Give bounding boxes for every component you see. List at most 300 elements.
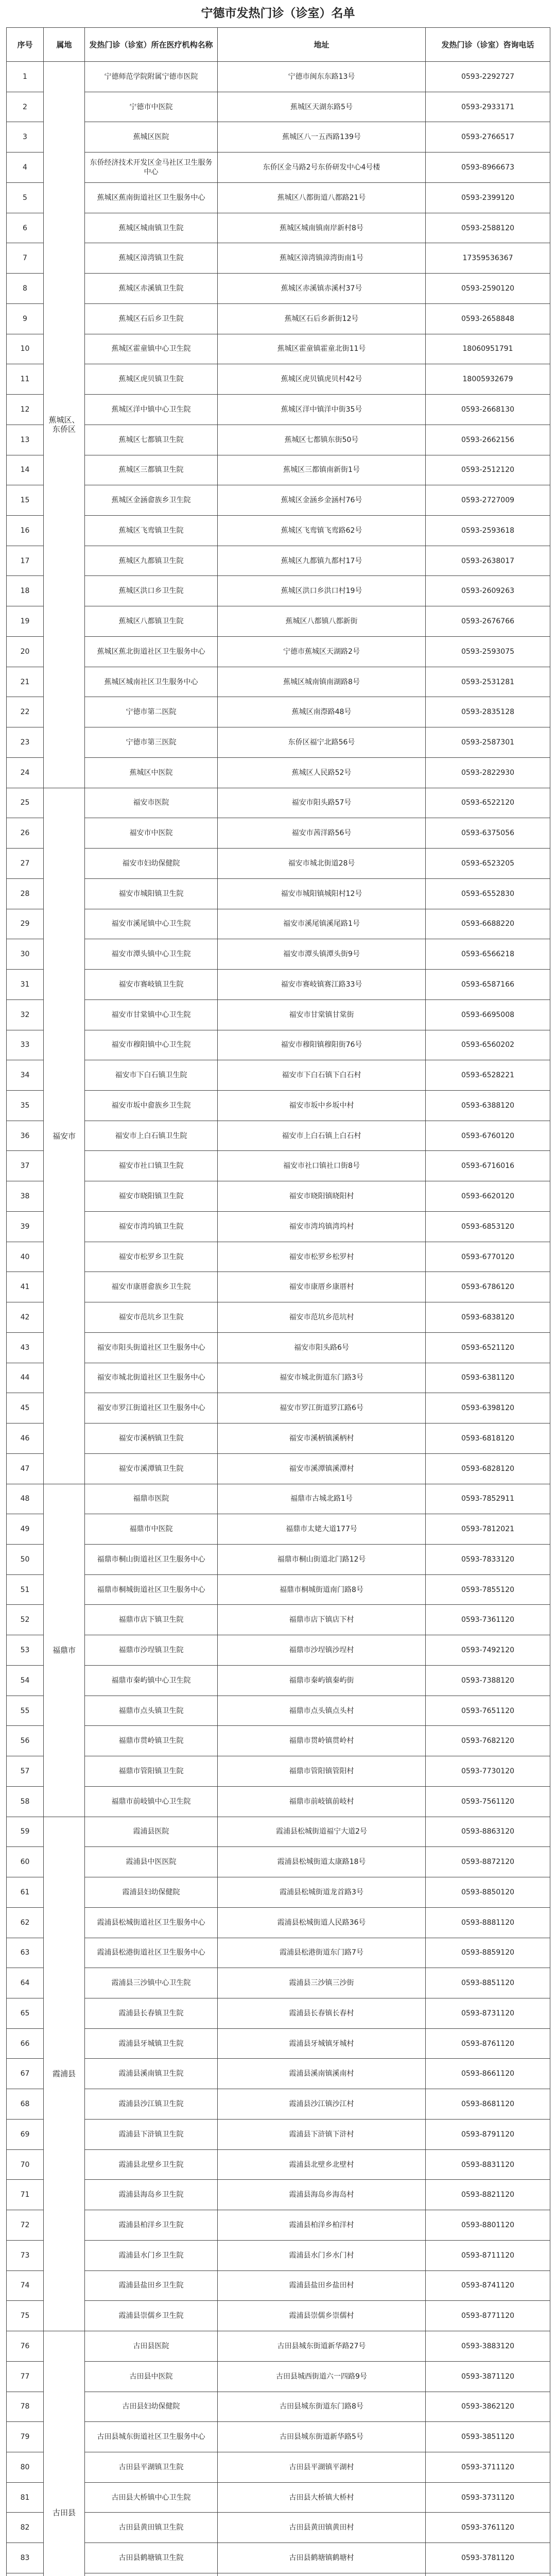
table-row bbox=[7, 667, 550, 697]
row-number: 1 bbox=[7, 62, 44, 92]
institution-name: 福安市溪尾镇中心卫生院 bbox=[85, 909, 218, 939]
institution-address: 福安市溪尾镇溪尾路1号 bbox=[218, 909, 426, 939]
row-number bbox=[7, 2573, 44, 2576]
row-number: 70 bbox=[7, 2149, 44, 2180]
institution-name: 蕉城区医院 bbox=[85, 122, 218, 152]
institution-address: 福鼎市管阳镇管阳村 bbox=[218, 1756, 426, 1787]
institution-address: 蕉城区洋中镇洋中街35号 bbox=[218, 395, 426, 425]
institution-phone: 0593-8741120 bbox=[426, 2270, 550, 2301]
institution-address: 福鼎市沙埕镇沙埕村 bbox=[218, 1635, 426, 1666]
institution-name: 福鼎市秦屿镇中心卫生院 bbox=[85, 1665, 218, 1696]
institution-address: 霞浦县北壁乡北壁村 bbox=[218, 2149, 426, 2180]
institution-name: 古田县城东街道社区卫生服务中心 bbox=[85, 2422, 218, 2452]
table-row bbox=[7, 1574, 550, 1605]
institution-phone: 0593-3731120 bbox=[426, 2482, 550, 2513]
institution-name: 蕉城区蕉北街道社区卫生服务中心 bbox=[85, 636, 218, 667]
institution-name: 福安市松罗乡卫生院 bbox=[85, 1242, 218, 1272]
institution-phone: 0593-2593618 bbox=[426, 516, 550, 546]
institution-address: 福安市社口镇社口街8号 bbox=[218, 1151, 426, 1181]
institution-address: 福安市坂中乡坂中村 bbox=[218, 1090, 426, 1121]
table-row bbox=[7, 2331, 550, 2362]
table-row bbox=[7, 485, 550, 516]
table-row bbox=[7, 1514, 550, 1545]
table-row bbox=[7, 849, 550, 879]
institution-address: 福安市城北街道28号 bbox=[218, 849, 426, 879]
institution-phone: 0593-8711120 bbox=[426, 2240, 550, 2270]
table-row bbox=[7, 455, 550, 485]
institution-name: 福鼎市沙埕镇卫生院 bbox=[85, 1635, 218, 1666]
row-number: 9 bbox=[7, 303, 44, 334]
institution-phone: 0593-6522120 bbox=[426, 788, 550, 818]
row-number: 35 bbox=[7, 1090, 44, 1121]
table-row bbox=[7, 1847, 550, 1877]
institution-address: 霞浦县松城街道福宁大道2号 bbox=[218, 1817, 426, 1847]
row-number: 22 bbox=[7, 697, 44, 727]
institution-address: 古田县城东街道东门路8号 bbox=[218, 2392, 426, 2422]
row-number: 36 bbox=[7, 1121, 44, 1151]
institution-phone: 0593-8831120 bbox=[426, 2149, 550, 2180]
institution-address: 霞浦县下浒镇下浒村 bbox=[218, 2119, 426, 2149]
table-row bbox=[7, 2392, 550, 2422]
row-number: 54 bbox=[7, 1665, 44, 1696]
institution-phone: 0593-6760120 bbox=[426, 1121, 550, 1151]
institution-name: 蕉城区飞鸾镇卫生院 bbox=[85, 516, 218, 546]
row-number: 24 bbox=[7, 757, 44, 788]
institution-address: 蕉城区八一五西路139号 bbox=[218, 122, 426, 152]
institution-name: 霞浦县松城街道社区卫生服务中心 bbox=[85, 1907, 218, 1938]
institution-phone: 17359536367 bbox=[426, 243, 550, 274]
table-row bbox=[7, 2270, 550, 2301]
institution-name: 古田县中医院 bbox=[85, 2361, 218, 2392]
table-row bbox=[7, 1302, 550, 1333]
table-row bbox=[7, 1605, 550, 1635]
institution-phone: 0593-2638017 bbox=[426, 546, 550, 576]
institution-address: 古田县城东街道新华路5号 bbox=[218, 2422, 426, 2452]
table-row bbox=[7, 878, 550, 909]
institution-name: 福安市赛岐镇卫生院 bbox=[85, 970, 218, 1000]
institution-address: 霞浦县海岛乡海岛村 bbox=[218, 2180, 426, 2210]
institution-phone: 0593-7852911 bbox=[426, 1484, 550, 1514]
row-number: 32 bbox=[7, 999, 44, 1030]
page-title: 宁德市发热门诊（诊室）名单 bbox=[201, 7, 355, 20]
institution-name: 蕉城区洪口乡卫生院 bbox=[85, 576, 218, 606]
table-row bbox=[7, 1635, 550, 1666]
row-number: 49 bbox=[7, 1514, 44, 1545]
institution-phone: 0593-8863120 bbox=[426, 1817, 550, 1847]
institution-name: 福安市康厝畲族乡卫生院 bbox=[85, 1272, 218, 1302]
row-number: 40 bbox=[7, 1242, 44, 1272]
header-no: 序号 bbox=[7, 28, 44, 62]
table-row bbox=[7, 1938, 550, 1968]
institution-address: 霞浦县松城街道人民路36号 bbox=[218, 1907, 426, 1938]
table-row bbox=[7, 334, 550, 364]
institution-phone: 0593-6695008 bbox=[426, 999, 550, 1030]
institution-name: 蕉城区霍童镇中心卫生院 bbox=[85, 334, 218, 364]
table-row bbox=[7, 1272, 550, 1302]
institution-name: 蕉城区虎贝镇卫生院 bbox=[85, 364, 218, 395]
row-number: 11 bbox=[7, 364, 44, 395]
row-number: 15 bbox=[7, 485, 44, 516]
institution-phone: 0593-3761120 bbox=[426, 2513, 550, 2543]
institution-address: 福安市城北街道东门路3号 bbox=[218, 1363, 426, 1393]
row-number: 73 bbox=[7, 2240, 44, 2270]
institution-name: 宁德市第二医院 bbox=[85, 697, 218, 727]
table-row bbox=[7, 303, 550, 334]
institution-name: 霞浦县盐田乡卫生院 bbox=[85, 2270, 218, 2301]
institution-address: 福鼎市贯岭镇贯岭村 bbox=[218, 1726, 426, 1756]
institution-address: 东侨区福宁北路56号 bbox=[218, 727, 426, 758]
row-number: 67 bbox=[7, 2059, 44, 2089]
table-row bbox=[7, 1544, 550, 1574]
institution-name: 福鼎市桐城街道社区卫生服务中心 bbox=[85, 1574, 218, 1605]
table-row bbox=[7, 1121, 550, 1151]
row-number: 18 bbox=[7, 576, 44, 606]
row-number: 77 bbox=[7, 2361, 44, 2392]
row-number: 78 bbox=[7, 2392, 44, 2422]
institution-name: 福安市范坑乡卫生院 bbox=[85, 1302, 218, 1333]
institution-phone: 0593-6521120 bbox=[426, 1332, 550, 1363]
institution-name: 蕉城区城南社区卫生服务中心 bbox=[85, 667, 218, 697]
institution-address: 蕉城区三都镇南新街1号 bbox=[218, 455, 426, 485]
institution-name: 蕉城区蕉南街道社区卫生服务中心 bbox=[85, 182, 218, 213]
institution-phone: 0593-8859120 bbox=[426, 1938, 550, 1968]
row-number: 68 bbox=[7, 2089, 44, 2120]
table-row bbox=[7, 2301, 550, 2331]
institution-phone: 0593-8791120 bbox=[426, 2119, 550, 2149]
table-row bbox=[7, 1423, 550, 1454]
table-row bbox=[7, 2452, 550, 2483]
table-row bbox=[7, 1998, 550, 2029]
institution-address: 蕉城区飞鸾镇飞鸾路62号 bbox=[218, 516, 426, 546]
row-number: 20 bbox=[7, 636, 44, 667]
institution-phone: 0593-8771120 bbox=[426, 2301, 550, 2331]
institution-name: 霞浦县松港街道社区卫生服务中心 bbox=[85, 1938, 218, 1968]
institution-phone: 0593-7682120 bbox=[426, 1726, 550, 1756]
institution-address: 福安市下白石镇下白石村 bbox=[218, 1060, 426, 1091]
institution-address: 福安市罗江街道罗江路6号 bbox=[218, 1393, 426, 1423]
institution-phone: 0593-6770120 bbox=[426, 1242, 550, 1272]
institution-name: 福鼎市前岐镇中心卫生院 bbox=[85, 1786, 218, 1817]
institution-phone: 0593-8851120 bbox=[426, 1968, 550, 1998]
table-row bbox=[7, 2240, 550, 2270]
institution-name: 霞浦县溪南镇卫生院 bbox=[85, 2059, 218, 2089]
institution-name: 福安市社口镇卫生院 bbox=[85, 1151, 218, 1181]
institution-name: 蕉城区三都镇卫生院 bbox=[85, 455, 218, 485]
table-row bbox=[7, 1151, 550, 1181]
institution-address: 霞浦县沙江镇沙江村 bbox=[218, 2089, 426, 2120]
institution-phone: 0593-8761120 bbox=[426, 2028, 550, 2059]
institution-phone: 0593-6828120 bbox=[426, 1453, 550, 1484]
institution-name: 福鼎市桐山街道社区卫生服务中心 bbox=[85, 1544, 218, 1574]
district-cell: 霞浦县 bbox=[44, 1817, 85, 2331]
table-row bbox=[7, 818, 550, 849]
table-row bbox=[7, 1696, 550, 1726]
row-number: 79 bbox=[7, 2422, 44, 2452]
row-number: 44 bbox=[7, 1363, 44, 1393]
table-row bbox=[7, 213, 550, 243]
row-number: 37 bbox=[7, 1151, 44, 1181]
institution-phone: 0593-7388120 bbox=[426, 1665, 550, 1696]
institution-name: 蕉城区中医院 bbox=[85, 757, 218, 788]
institution-name: 霞浦县崇儒乡卫生院 bbox=[85, 2301, 218, 2331]
institution-name: 福安市中医院 bbox=[85, 818, 218, 849]
institution-address: 福鼎市点头镇点头村 bbox=[218, 1696, 426, 1726]
institution-phone: 0593-3883120 bbox=[426, 2331, 550, 2362]
institution-address: 蕉城区南漈路48号 bbox=[218, 697, 426, 727]
row-number: 47 bbox=[7, 1453, 44, 1484]
institution-address: 蕉城区八都街道八都路21号 bbox=[218, 182, 426, 213]
table-row bbox=[7, 1665, 550, 1696]
institution-name: 蕉城区城南镇卫生院 bbox=[85, 213, 218, 243]
district-cell: 福安市 bbox=[44, 788, 85, 1484]
institution-address: 宁德市蕉城区天湖路2号 bbox=[218, 636, 426, 667]
row-number: 5 bbox=[7, 182, 44, 213]
row-number: 31 bbox=[7, 970, 44, 1000]
institution-phone: 0593-2531281 bbox=[426, 667, 550, 697]
institution-address: 福安市松罗乡松罗村 bbox=[218, 1242, 426, 1272]
table-row bbox=[7, 2482, 550, 2513]
institution-name: 霞浦县沙江镇卫生院 bbox=[85, 2089, 218, 2120]
institution-phone: 0593-3711120 bbox=[426, 2452, 550, 2483]
institution-phone: 0593-7492120 bbox=[426, 1635, 550, 1666]
institution-phone: 0593-3862120 bbox=[426, 2392, 550, 2422]
table-row bbox=[7, 2361, 550, 2392]
institution-address: 霞浦县三沙镇三沙街 bbox=[218, 1968, 426, 1998]
row-number: 23 bbox=[7, 727, 44, 758]
row-number: 14 bbox=[7, 455, 44, 485]
table-row bbox=[7, 1060, 550, 1091]
row-number: 58 bbox=[7, 1786, 44, 1817]
row-number: 7 bbox=[7, 243, 44, 274]
institution-name: 蕉城区赤溪镇卫生院 bbox=[85, 274, 218, 304]
institution-address: 福安市溪柄镇溪柄村 bbox=[218, 1423, 426, 1454]
institution-address: 福安市范坑乡范坑村 bbox=[218, 1302, 426, 1333]
district-cell: 蕉城区、东侨区 bbox=[44, 62, 85, 788]
institution-name: 蕉城区金涵畲族乡卫生院 bbox=[85, 485, 218, 516]
institution-address: 蕉城区人民路52号 bbox=[218, 757, 426, 788]
header-address: 地址 bbox=[218, 28, 426, 62]
table-row bbox=[7, 1030, 550, 1060]
institution-address: 古田县大桥镇大桥村 bbox=[218, 2482, 426, 2513]
table-row bbox=[7, 2028, 550, 2059]
institution-name: 宁德市第三医院 bbox=[85, 727, 218, 758]
institution-phone: 0593-7651120 bbox=[426, 1696, 550, 1726]
row-number: 48 bbox=[7, 1484, 44, 1514]
row-number: 60 bbox=[7, 1847, 44, 1877]
institution-name: 福安市上白石镇卫生院 bbox=[85, 1121, 218, 1151]
institution-address: 霞浦县崇儒乡崇儒村 bbox=[218, 2301, 426, 2331]
institution-name: 古田县妇幼保健院 bbox=[85, 2392, 218, 2422]
row-number: 53 bbox=[7, 1635, 44, 1666]
institution-name: 福安市城北街道社区卫生服务中心 bbox=[85, 1363, 218, 1393]
institution-name: 福安市潭头镇中心卫生院 bbox=[85, 939, 218, 970]
row-number: 62 bbox=[7, 1907, 44, 1938]
institution-name: 福安市罗江街道社区卫生服务中心 bbox=[85, 1393, 218, 1423]
institution-address: 霞浦县松城街道太康路18号 bbox=[218, 1847, 426, 1877]
institution-address: 霞浦县长春镇长春村 bbox=[218, 1998, 426, 2029]
table-row bbox=[7, 1968, 550, 1998]
institution-name: 福鼎市医院 bbox=[85, 1484, 218, 1514]
institution-name: 霞浦县中医医院 bbox=[85, 1847, 218, 1877]
institution-phone: 0593-6552830 bbox=[426, 878, 550, 909]
row-number: 29 bbox=[7, 909, 44, 939]
institution-name: 霞浦县医院 bbox=[85, 1817, 218, 1847]
institution-address: 蕉城区天湖东路5号 bbox=[218, 92, 426, 122]
row-number: 19 bbox=[7, 606, 44, 637]
institution-name: 霞浦县三沙镇中心卫生院 bbox=[85, 1968, 218, 1998]
institution-address: 福安市城阳镇城阳村12号 bbox=[218, 878, 426, 909]
institution-phone: 0593-2399120 bbox=[426, 182, 550, 213]
institution-phone: 0593-6818120 bbox=[426, 1423, 550, 1454]
row-number: 51 bbox=[7, 1574, 44, 1605]
table-row bbox=[7, 757, 550, 788]
table-row bbox=[7, 1090, 550, 1121]
institution-address: 福安市上白石镇上白石村 bbox=[218, 1121, 426, 1151]
row-number: 56 bbox=[7, 1726, 44, 1756]
institution-phone: 0593-6523205 bbox=[426, 849, 550, 879]
institution-address: 福安市阳头路57号 bbox=[218, 788, 426, 818]
table-row bbox=[7, 92, 550, 122]
table-row bbox=[7, 606, 550, 637]
institution-phone: 0593-8850120 bbox=[426, 1877, 550, 1908]
institution-name: 福鼎市贯岭镇卫生院 bbox=[85, 1726, 218, 1756]
institution-name: 霞浦县下浒镇卫生院 bbox=[85, 2119, 218, 2149]
row-number: 10 bbox=[7, 334, 44, 364]
institution-phone: 0593-2587301 bbox=[426, 727, 550, 758]
row-number: 25 bbox=[7, 788, 44, 818]
institution-address: 古田县城东街道新华路27号 bbox=[218, 2331, 426, 2362]
institution-address: 福安市康厝乡康厝村 bbox=[218, 1272, 426, 1302]
table-row bbox=[7, 516, 550, 546]
institution-address: 福鼎市店下镇店下村 bbox=[218, 1605, 426, 1635]
row-number: 39 bbox=[7, 1211, 44, 1242]
table-row bbox=[7, 697, 550, 727]
institution-address: 蕉城区七都镇东街50号 bbox=[218, 425, 426, 455]
institution-address: 蕉城区城南镇南岸新村8号 bbox=[218, 213, 426, 243]
institution-name: 霞浦县水门乡卫生院 bbox=[85, 2240, 218, 2270]
institution-phone: 0593-7812021 bbox=[426, 1514, 550, 1545]
institution-address: 福安市阳头路6号 bbox=[218, 1332, 426, 1363]
institution-phone: 0593-7730120 bbox=[426, 1756, 550, 1787]
institution-address: 福安市溪潭镇溪潭村 bbox=[218, 1453, 426, 1484]
institution-name: 蕉城区洋中镇中心卫生院 bbox=[85, 395, 218, 425]
row-number: 72 bbox=[7, 2210, 44, 2241]
institution-address: 古田县平湖镇平湖村 bbox=[218, 2452, 426, 2483]
row-number: 41 bbox=[7, 1272, 44, 1302]
institution-address: 蕉城区霍童镇霍童北街11号 bbox=[218, 334, 426, 364]
row-number: 17 bbox=[7, 546, 44, 576]
table-row bbox=[7, 727, 550, 758]
row-number: 43 bbox=[7, 1332, 44, 1363]
institution-phone: 0593-8872120 bbox=[426, 1847, 550, 1877]
row-number: 83 bbox=[7, 2543, 44, 2573]
institution-phone: 0593-7833120 bbox=[426, 1544, 550, 1574]
institution-phone bbox=[426, 2573, 550, 2576]
table-row bbox=[7, 1393, 550, 1423]
institution-name: 古田县医院 bbox=[85, 2331, 218, 2362]
institution-address: 福安市潭头镇潭头街9号 bbox=[218, 939, 426, 970]
institution-name: 霞浦县柏洋乡卫生院 bbox=[85, 2210, 218, 2241]
table-row bbox=[7, 364, 550, 395]
institution-phone: 0593-6853120 bbox=[426, 1211, 550, 1242]
table-row bbox=[7, 2059, 550, 2089]
institution-phone: 0593-7561120 bbox=[426, 1786, 550, 1817]
institution-phone: 0593-6560202 bbox=[426, 1030, 550, 1060]
institution-name: 福安市阳头街道社区卫生服务中心 bbox=[85, 1332, 218, 1363]
row-number: 6 bbox=[7, 213, 44, 243]
institution-address: 东侨区金马路2号东侨研发中心4号楼 bbox=[218, 152, 426, 183]
row-number: 63 bbox=[7, 1938, 44, 1968]
institution-phone: 0593-6388120 bbox=[426, 1090, 550, 1121]
institution-phone: 0593-2512120 bbox=[426, 455, 550, 485]
table-row bbox=[7, 1877, 550, 1908]
institution-address: 蕉城区城南镇南湖路8号 bbox=[218, 667, 426, 697]
row-number: 8 bbox=[7, 274, 44, 304]
table-row bbox=[7, 2513, 550, 2543]
institution-phone: 0593-8731120 bbox=[426, 1998, 550, 2029]
institution-phone: 0593-6375056 bbox=[426, 818, 550, 849]
table-row bbox=[7, 1756, 550, 1787]
institution-phone: 0593-2590120 bbox=[426, 274, 550, 304]
table-row bbox=[7, 1181, 550, 1212]
institution-address: 福安市甘棠镇甘棠街 bbox=[218, 999, 426, 1030]
institution-phone: 0593-7361120 bbox=[426, 1605, 550, 1635]
row-number: 26 bbox=[7, 818, 44, 849]
institution-address: 古田县鹤塘镇鹤塘村 bbox=[218, 2543, 426, 2573]
institution-name: 霞浦县长春镇卫生院 bbox=[85, 1998, 218, 2029]
table-row bbox=[7, 425, 550, 455]
table-row bbox=[7, 1211, 550, 1242]
institution-name: 福鼎市店下镇卫生院 bbox=[85, 1605, 218, 1635]
table-row bbox=[7, 2422, 550, 2452]
institution-phone: 0593-3851120 bbox=[426, 2422, 550, 2452]
row-number: 4 bbox=[7, 152, 44, 183]
institution-name: 古田县大桥镇中心卫生院 bbox=[85, 2482, 218, 2513]
institution-phone: 0593-2766517 bbox=[426, 122, 550, 152]
row-number: 12 bbox=[7, 395, 44, 425]
institution-phone: 0593-8821120 bbox=[426, 2180, 550, 2210]
institution-name: 霞浦县妇幼保健院 bbox=[85, 1877, 218, 1908]
table-row bbox=[7, 2210, 550, 2241]
row-number: 57 bbox=[7, 1756, 44, 1787]
institution-name: 宁德市中医院 bbox=[85, 92, 218, 122]
institution-address: 福安市赛岐镇赛江路33号 bbox=[218, 970, 426, 1000]
institution-address: 蕉城区金涵乡金涵村76号 bbox=[218, 485, 426, 516]
row-number: 16 bbox=[7, 516, 44, 546]
institution-address: 福鼎市太姥大道177号 bbox=[218, 1514, 426, 1545]
institution-name: 福安市下白石镇卫生院 bbox=[85, 1060, 218, 1091]
institution-phone: 0593-2727009 bbox=[426, 485, 550, 516]
institution-name: 福安市城阳镇卫生院 bbox=[85, 878, 218, 909]
row-number: 34 bbox=[7, 1060, 44, 1091]
institution-name bbox=[85, 2573, 218, 2576]
institution-name: 福鼎市中医院 bbox=[85, 1514, 218, 1545]
table-row bbox=[7, 1332, 550, 1363]
institution-address: 蕉城区石后乡新街12号 bbox=[218, 303, 426, 334]
institution-name: 福安市穆阳镇中心卫生院 bbox=[85, 1030, 218, 1060]
institution-name: 福安市医院 bbox=[85, 788, 218, 818]
institution-address bbox=[218, 2573, 426, 2576]
institution-phone: 0593-6528221 bbox=[426, 1060, 550, 1091]
institution-phone: 0593-2658848 bbox=[426, 303, 550, 334]
row-number: 66 bbox=[7, 2028, 44, 2059]
table-row bbox=[7, 2543, 550, 2573]
table-row bbox=[7, 182, 550, 213]
table-row bbox=[7, 1907, 550, 1938]
institution-phone: 0593-6838120 bbox=[426, 1302, 550, 1333]
table-row bbox=[7, 788, 550, 818]
institution-name: 福安市甘棠镇中心卫生院 bbox=[85, 999, 218, 1030]
